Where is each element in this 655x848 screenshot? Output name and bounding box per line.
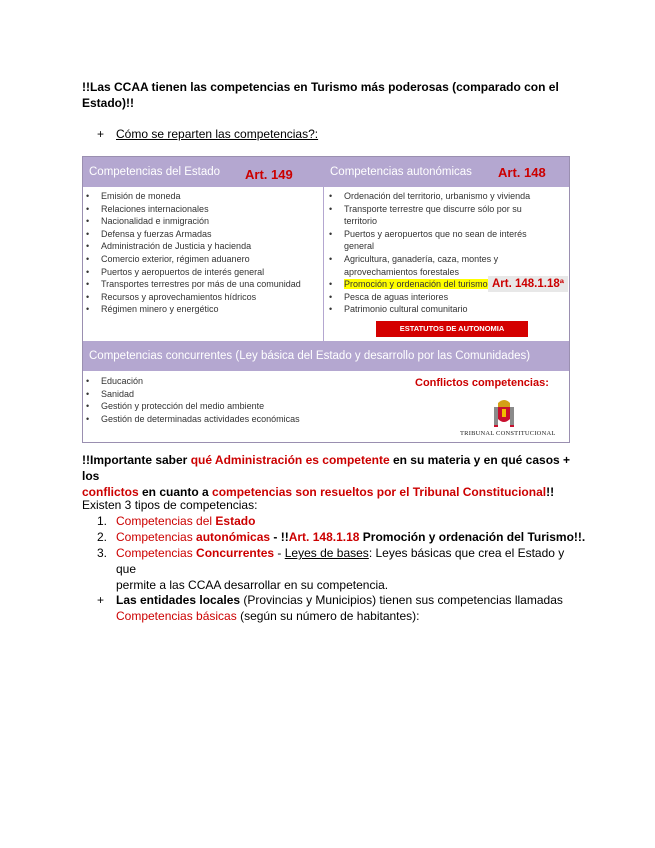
autonomicas-list: [326, 190, 541, 316]
estado-art: Art. 149: [245, 167, 293, 182]
intro-line-2: Estado)!!: [82, 96, 134, 110]
tipos-intro: Existen 3 tipos de competencias:: [82, 498, 258, 512]
list-item: • Promoción y ordenación del turismo: [326, 278, 541, 291]
list-item: • Sanidad: [83, 388, 383, 401]
autonomicas-art: Art. 148: [498, 165, 546, 180]
locales-paragraph: Las entidades locales (Provincias y Municipios) tienen sus competencias llamadas Competencias básicas (según su número de habitantes):: [116, 593, 563, 623]
intro-line-1: !!Las CCAA tienen las competencias en Turismo más poderosas (comparado con el: [82, 80, 559, 94]
concurrentes-list: [83, 375, 383, 425]
list-item: • Patrimonio cultural comunitario: [326, 303, 541, 316]
list-item: • Gestión de determinadas actividades económicas: [83, 413, 383, 426]
list-item: • Recursos y aprovechamientos hídricos: [83, 291, 323, 304]
tipos-item-3: Competencias Concurrentes - Leyes de bases: Leyes básicas que crea el Estado y que permite a las CCAA desarrollar en su competencia.: [116, 546, 565, 592]
list-item: • Emisión de moneda: [83, 190, 323, 203]
tipos-item-3-num: 3.: [97, 546, 108, 560]
list-item: • Nacionalidad e inmigración: [83, 215, 323, 228]
list-item: • Gestión y protección del medio ambiente: [83, 400, 383, 413]
list-item: • Relaciones internacionales: [83, 203, 323, 216]
list-item: • Transporte terrestre que discurre sólo por su territorio: [326, 203, 541, 228]
list-item: • Comercio exterior, régimen aduanero: [83, 253, 323, 266]
estado-header: Competencias del Estado: [83, 157, 323, 187]
list-item: • Transportes terrestres por más de una comunidad: [83, 278, 323, 291]
concurrentes-header: Competencias concurrentes (Ley básica del Estado y desarrollo por las Comunidades): [83, 341, 569, 371]
conflictos-label: Conflictos competencias:: [415, 377, 549, 389]
tipos-item-1-num: 1.: [97, 514, 108, 528]
list-item: • Agricultura, ganadería, caza, montes y aprovechamientos forestales: [326, 253, 541, 278]
competencias-table: [82, 156, 570, 443]
list-item: • Educación: [83, 375, 383, 388]
art-148-1-18-label: Art. 148.1.18ª: [488, 276, 568, 292]
estado-list: [83, 190, 323, 316]
list-item: • Régimen minero y energético: [83, 303, 323, 316]
list-item: • Puertos y aeropuertos de interés general: [83, 266, 323, 279]
tribunal-label: TRIBUNAL CONSTITUCIONAL: [460, 430, 556, 437]
list-item: • Pesca de aguas interiores: [326, 291, 541, 304]
list-item: • Administración de Justicia y hacienda: [83, 240, 323, 253]
estatutos-label: ESTATUTOS DE AUTONOMIA: [376, 321, 528, 337]
list-item: • Defensa y fuerzas Armadas: [83, 228, 323, 241]
autonomicas-header: Competencias autonómicas: [324, 157, 569, 187]
list-item: • Ordenación del territorio, urbanismo y vivienda: [326, 190, 541, 203]
tipos-item-1: Competencias del Estado: [116, 514, 256, 528]
bullet-plus: +: [97, 127, 105, 141]
locales-bullet: +: [97, 593, 105, 607]
important-paragraph: !!Importante saber qué Administración es competente en su materia y en qué casos + los conflictos en cuanto a competencias son resueltos por el Tribunal Constitucional!!: [82, 453, 571, 499]
question-text: Cómo se reparten las competencias?:: [116, 127, 319, 141]
tipos-item-2-num: 2.: [97, 530, 108, 544]
tipos-item-2: Competencias autonómicas - !!Art. 148.1.18 Promoción y ordenación del Turismo!!.: [116, 530, 586, 544]
list-item: • Puertos y aeropuertos que no sean de interés general: [326, 228, 541, 253]
